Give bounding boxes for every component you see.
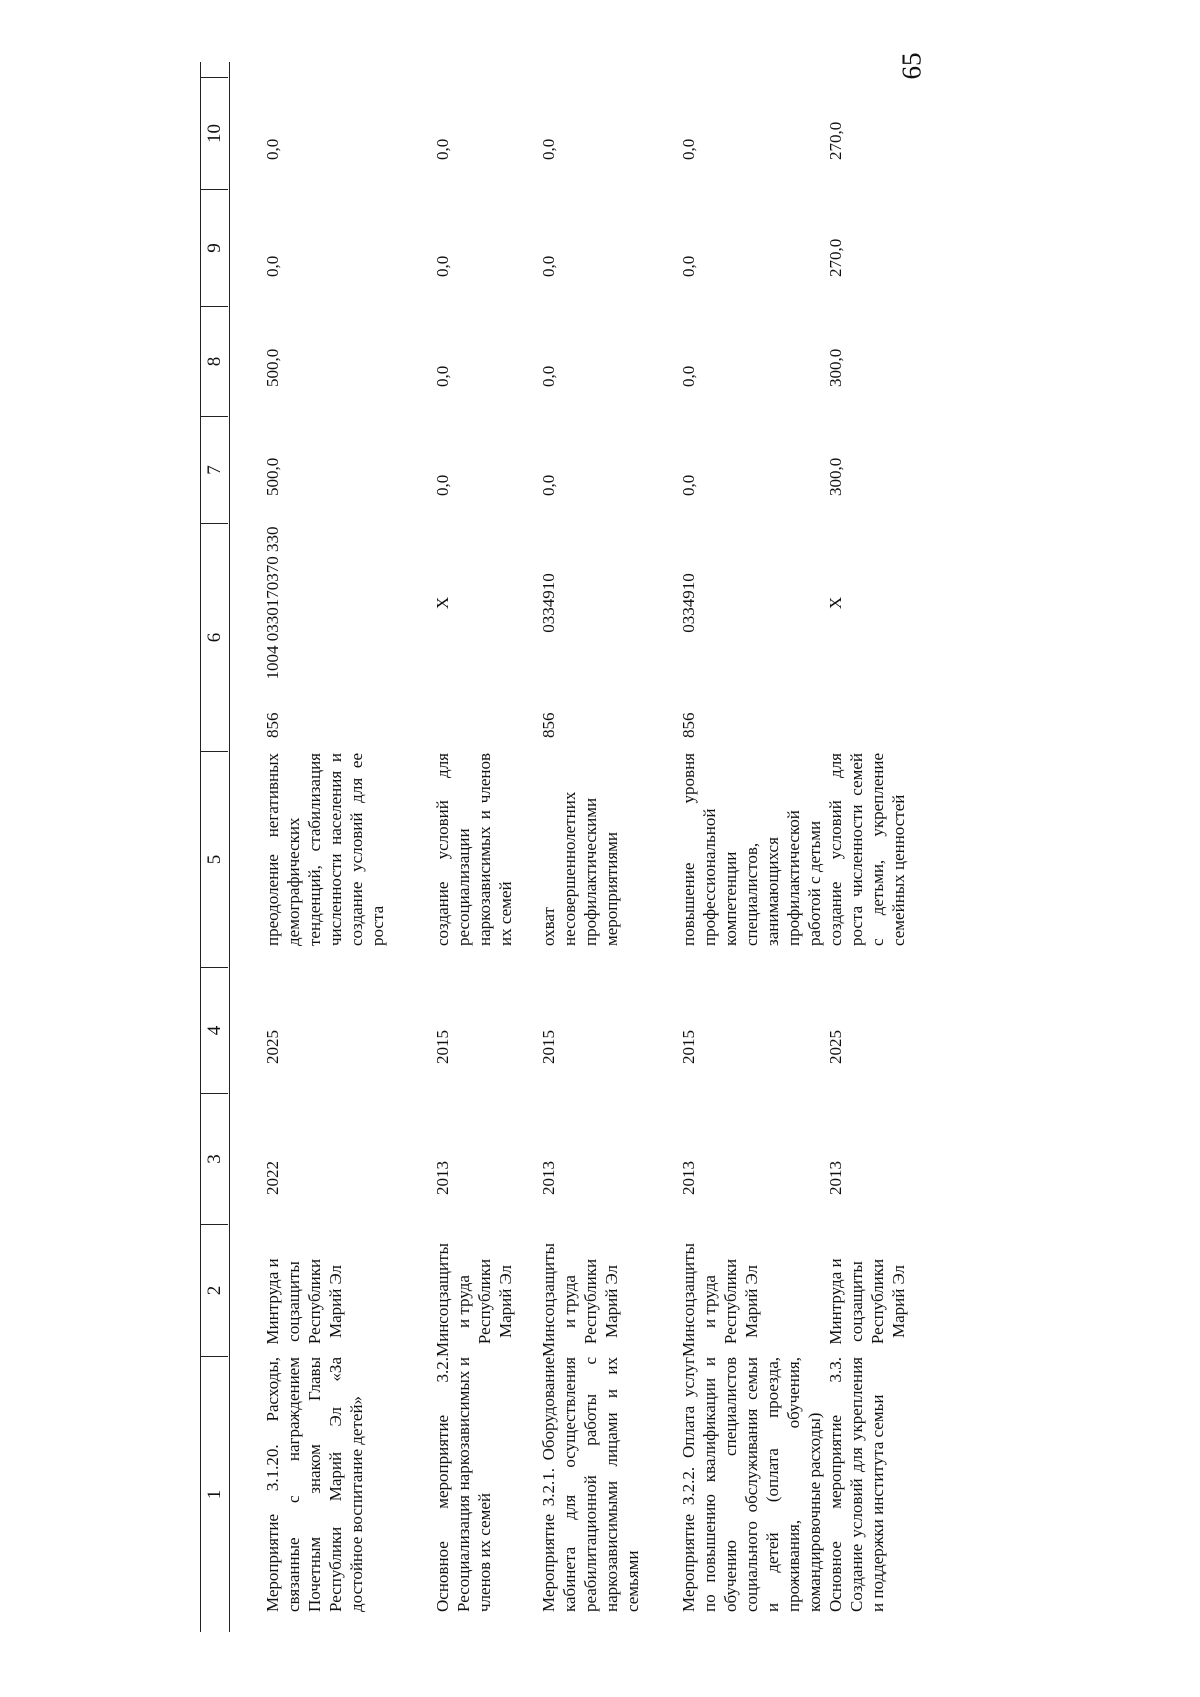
cell-value-8: 500,0 bbox=[263, 348, 282, 387]
cell-result: повышение уровня профессиональной компетенции специалистов, занимающихся профилактической работой с детьми bbox=[679, 753, 824, 946]
cell-end-year: 2025 bbox=[826, 1030, 845, 1064]
cell-value-9: 0,0 bbox=[679, 255, 698, 277]
cell-result: создание условий для ресоциализации наркозависимых и членов их семей bbox=[433, 753, 515, 946]
header-col-6: 6 bbox=[201, 524, 228, 752]
cell-event-name: Мероприятие 3.2.2. Оплата услуг по повышению квалификации и обучению специалистов социального обслуживания семьи и детей (оплата проезда, проживания, обучения, командировочные расходы) bbox=[679, 1357, 824, 1612]
cell-classification-code: 1004 0330170370 330 bbox=[263, 526, 282, 680]
cell-value-7: 500,0 bbox=[263, 457, 282, 496]
cell-result: создание условий для роста численности семей с детьми, укрепление семейных ценностей bbox=[826, 753, 908, 946]
header-col-9: 9 bbox=[201, 190, 228, 307]
cell-start-year: 2013 bbox=[826, 1161, 845, 1195]
cell-end-year: 2015 bbox=[433, 1030, 452, 1064]
cell-value-8: 300,0 bbox=[826, 348, 845, 387]
cell-start-year: 2022 bbox=[263, 1161, 282, 1195]
table-header-row bbox=[200, 62, 230, 1632]
header-col-5: 5 bbox=[201, 752, 228, 968]
cell-result: охват несовершеннолетних профилактическими мероприятиями bbox=[539, 791, 621, 946]
header-col-10: 10 bbox=[201, 77, 228, 190]
cell-end-year: 2025 bbox=[263, 1030, 282, 1064]
cell-end-year: 2015 bbox=[539, 1030, 558, 1064]
cell-executor: Минсоцзащиты и труда Республики Марий Эл bbox=[433, 1243, 515, 1357]
cell-executor: Минсоцзащиты и труда Республики Марий Эл bbox=[679, 1243, 761, 1357]
cell-executor: Минтруда и соцзащиты Республики Марий Эл bbox=[826, 1258, 908, 1345]
cell-value-9: 0,0 bbox=[263, 255, 282, 277]
cell-classification-code: Х bbox=[826, 596, 845, 610]
cell-value-7: 0,0 bbox=[433, 474, 452, 496]
cell-value-9: 0,0 bbox=[539, 255, 558, 277]
cell-value-10: 0,0 bbox=[539, 138, 558, 160]
cell-value-8: 0,0 bbox=[539, 365, 558, 387]
cell-classification-code: Х bbox=[433, 596, 452, 610]
cell-result: преодоление негативных демографических тенденций, стабилизация численности населения и создание условий для ее роста bbox=[263, 753, 387, 946]
header-col-1: 1 bbox=[204, 1489, 225, 1500]
cell-executor: Минсоцзащиты и труда Республики Марий Эл bbox=[539, 1243, 621, 1357]
cell-end-year: 2015 bbox=[679, 1030, 698, 1064]
cell-value-7: 0,0 bbox=[539, 474, 558, 496]
cell-event-name: Основное мероприятие 3.2. Ресоциализация наркозависимых и членов их семей bbox=[433, 1357, 494, 1612]
cell-start-year: 2013 bbox=[539, 1161, 558, 1195]
page-number: 65 bbox=[896, 52, 927, 80]
cell-budget-code: 856 bbox=[263, 712, 282, 738]
header-col-2: 2 bbox=[201, 1225, 228, 1357]
header-col-4: 4 bbox=[201, 968, 228, 1094]
cell-start-year: 2013 bbox=[433, 1161, 452, 1195]
cell-classification-code: 0334910 bbox=[539, 573, 558, 633]
cell-budget-code: 856 bbox=[679, 712, 698, 738]
cell-classification-code: 0334910 bbox=[679, 573, 698, 633]
cell-start-year: 2013 bbox=[679, 1161, 698, 1195]
cell-value-7: 0,0 bbox=[679, 474, 698, 496]
cell-event-name: Мероприятие 3.1.20. Расходы, связанные с награждением Почетным знаком Главы Республики Марий Эл «За достойное воспитание детей» bbox=[263, 1357, 366, 1612]
cell-value-10: 0,0 bbox=[263, 138, 282, 160]
cell-executor: Минтруда и соцзащиты Республики Марий Эл bbox=[263, 1258, 345, 1345]
cell-value-10: 0,0 bbox=[433, 138, 452, 160]
cell-value-10: 0,0 bbox=[679, 138, 698, 160]
cell-value-9: 0,0 bbox=[433, 255, 452, 277]
budget-table bbox=[200, 62, 960, 1632]
header-col-3: 3 bbox=[201, 1094, 228, 1225]
cell-value-8: 0,0 bbox=[679, 365, 698, 387]
cell-value-8: 0,0 bbox=[433, 365, 452, 387]
cell-value-9: 270,0 bbox=[826, 238, 845, 277]
header-col-8: 8 bbox=[201, 307, 228, 417]
cell-budget-code: 856 bbox=[539, 712, 558, 738]
cell-value-10: 270,0 bbox=[826, 121, 845, 160]
cell-event-name: Мероприятие 3.2.1. Оборудование кабинета для осуществления реабилитационной работы с наркозависимыми лицами и их семьями bbox=[539, 1357, 642, 1612]
cell-event-name: Основное мероприятие 3.3. Создание условий для укрепления и поддержки института семьи bbox=[826, 1357, 887, 1612]
cell-value-7: 300,0 bbox=[826, 457, 845, 496]
header-col-7: 7 bbox=[201, 417, 228, 524]
